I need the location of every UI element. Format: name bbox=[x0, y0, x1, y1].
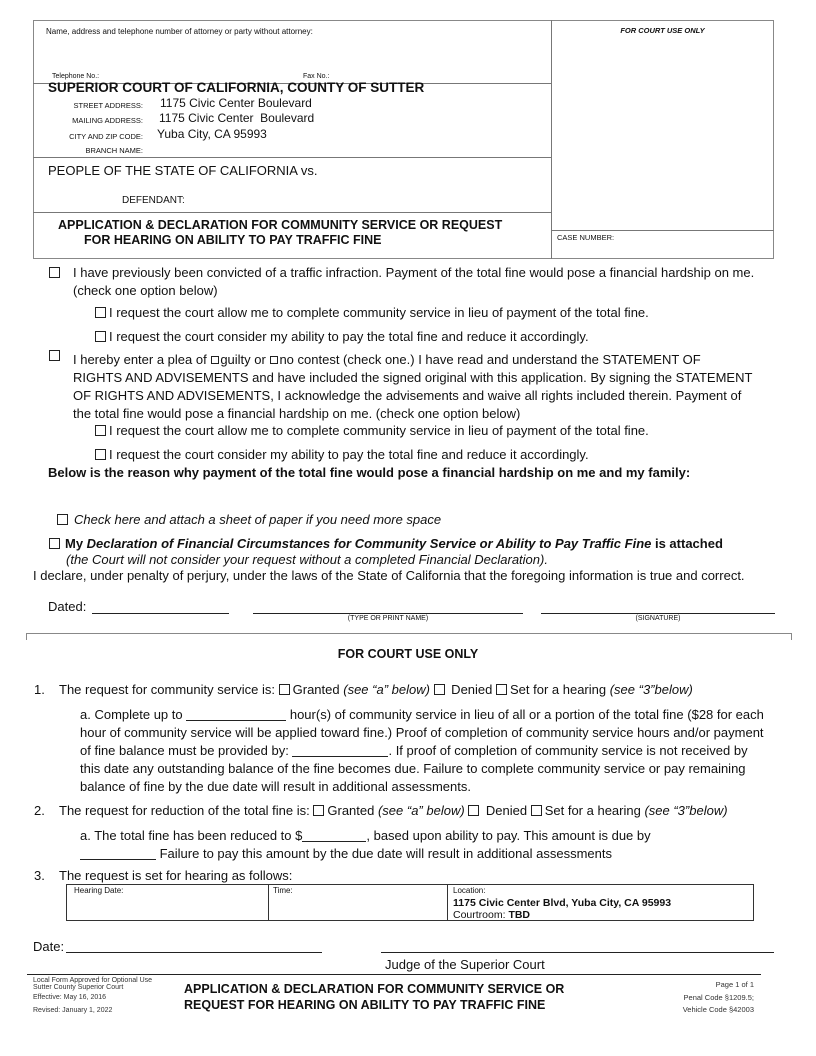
dated-field[interactable] bbox=[92, 613, 229, 614]
denied-label: Denied bbox=[447, 682, 496, 697]
declaration-note: (the Court will not consider your request without a completed Financial Declaration). bbox=[66, 552, 548, 567]
divider bbox=[33, 157, 551, 158]
item1a bbox=[80, 706, 770, 796]
item2a-cont bbox=[80, 845, 612, 863]
court-text: Sutter County Superior Court bbox=[33, 984, 124, 991]
item1a-text: hour(s) of community service in lieu of all or a portion of the total fine ($28 for each hour of community service will be applied toward fine.) Proof of completion of community service hours and/or payment of fine balance must be provided by: bbox=[80, 707, 764, 758]
reduced-amount-field[interactable] bbox=[302, 829, 366, 842]
option2-checkbox[interactable] bbox=[49, 350, 60, 361]
extra-sheet-checkbox[interactable] bbox=[57, 514, 68, 525]
option1-text: I have previously been convicted of a traffic infraction. Payment of the total fine would pose a financial hardship on me. (check one option below) bbox=[73, 265, 755, 298]
courtroom-label: Courtroom: bbox=[453, 909, 509, 921]
street-value: 1175 Civic Center Boulevard bbox=[160, 96, 312, 110]
option1-checkbox[interactable] bbox=[49, 267, 60, 278]
declaration-title: Declaration of Financial Circumstances for Community Service or Ability to Pay Traffic Fine bbox=[86, 536, 652, 551]
effective-date: Effective: May 16, 2016 bbox=[33, 994, 107, 1001]
dated-label: Dated: bbox=[48, 599, 87, 614]
extra-sheet-label: Check here and attach a sheet of paper if you need more space bbox=[74, 512, 442, 527]
item1a-text: . If proof of completion of community service is not received by this date any outstanding balance of the fine becomes due. Failure to complete community service or pay remaining balance of fine by the due date will result in additional assessments. bbox=[80, 743, 748, 794]
court-name: SUPERIOR COURT OF CALIFORNIA, COUNTY OF SUTTER bbox=[48, 80, 425, 95]
guilty-checkbox[interactable] bbox=[211, 356, 219, 364]
telephone-label: Telephone No.: bbox=[52, 73, 100, 80]
item2-number: 2. bbox=[34, 803, 45, 818]
item1-denied-checkbox[interactable] bbox=[434, 684, 445, 695]
item2a bbox=[80, 827, 651, 845]
item3-number: 3. bbox=[34, 868, 45, 883]
item2-hearing-checkbox[interactable] bbox=[531, 805, 542, 816]
item1 bbox=[59, 681, 693, 699]
option2-text bbox=[73, 351, 753, 423]
divider bbox=[551, 230, 774, 231]
form-title-line2: FOR HEARING ON ABILITY TO PAY TRAFFIC FINE bbox=[84, 233, 382, 247]
branch-label: BRANCH NAME: bbox=[85, 146, 143, 155]
option1-a-label: I request the court allow me to complete community service in lieu of payment of the total fine. bbox=[109, 305, 649, 320]
location-value: 1175 Civic Center Blvd, Yuba City, CA 95993 bbox=[453, 897, 672, 909]
set-hearing-label: Set for a hearing bbox=[509, 682, 610, 697]
declaration-my: My bbox=[65, 536, 87, 551]
divider bbox=[551, 20, 552, 259]
approved-text: Local Form Approved for Optional Use bbox=[33, 977, 153, 984]
no-contest-checkbox[interactable] bbox=[270, 356, 278, 364]
item2-granted-checkbox[interactable] bbox=[313, 805, 324, 816]
case-number-label: CASE NUMBER: bbox=[557, 233, 615, 242]
city-label: CITY AND ZIP CODE: bbox=[69, 132, 143, 141]
item3-text: The request is set for hearing as follows: bbox=[59, 868, 293, 883]
item2 bbox=[59, 802, 728, 820]
people-caption: PEOPLE OF THE STATE OF CALIFORNIA vs. bbox=[48, 163, 318, 178]
guilty-label: guilty or bbox=[220, 352, 270, 367]
judge-signature-field[interactable] bbox=[381, 952, 774, 953]
item2a-text: a. The total fine has been reduced to $ bbox=[80, 828, 303, 843]
print-name-field[interactable] bbox=[253, 613, 523, 614]
item1-number: 1. bbox=[34, 682, 45, 697]
see-3-note: (see “3”below) bbox=[609, 682, 693, 697]
divider bbox=[33, 212, 551, 213]
court-use-label: FOR COURT USE ONLY bbox=[620, 26, 705, 35]
attorney-label: Name, address and telephone number of attorney or party without attorney: bbox=[46, 27, 313, 36]
courtroom-value: TBD bbox=[508, 909, 531, 921]
revised-date: Revised: January 1, 2022 bbox=[33, 1007, 113, 1014]
denied-label: Denied bbox=[482, 803, 531, 818]
reduced-due-date-field[interactable] bbox=[80, 847, 156, 860]
item2a-text: , based upon ability to pay. This amount is due by bbox=[366, 828, 651, 843]
hours-field[interactable] bbox=[186, 708, 286, 721]
mailing-value: 1175 Civic Center Boulevard bbox=[159, 111, 315, 125]
location-label: Location: bbox=[453, 886, 486, 895]
item1-hearing-checkbox[interactable] bbox=[496, 684, 507, 695]
option1-b-label: I request the court consider my ability to pay the total fine and reduce it accordingly. bbox=[109, 329, 589, 344]
option1-b-checkbox[interactable] bbox=[95, 331, 106, 342]
footer-title-line1: APPLICATION & DECLARATION FOR COMMUNITY SERVICE OR bbox=[184, 982, 565, 996]
street-label: STREET ADDRESS: bbox=[73, 101, 143, 110]
signature-caption: (SIGNATURE) bbox=[635, 615, 681, 622]
item1-granted-checkbox[interactable] bbox=[279, 684, 290, 695]
granted-label: Granted bbox=[327, 803, 378, 818]
judge-caption: Judge of the Superior Court bbox=[385, 957, 545, 972]
date-label: Date: bbox=[33, 939, 65, 954]
option2-a-checkbox[interactable] bbox=[95, 425, 106, 436]
item1a-text: a. Complete up to bbox=[80, 707, 187, 722]
name-caption: (TYPE OR PRINT NAME) bbox=[347, 615, 429, 622]
set-hearing-label: Set for a hearing bbox=[544, 803, 645, 818]
option2-b bbox=[95, 446, 589, 464]
penal-code: Penal Code §1209.5; bbox=[683, 993, 754, 1002]
financial-declaration-checkbox[interactable] bbox=[49, 538, 60, 549]
reason-heading: Below is the reason why payment of the total fine would pose a financial hardship on me and my family: bbox=[48, 465, 691, 480]
due-date-field[interactable] bbox=[292, 744, 388, 757]
perjury-statement: I declare, under penalty of perjury, under the laws of the State of California that the foregoing information is true and correct. bbox=[33, 568, 745, 583]
judge-date-field[interactable] bbox=[66, 952, 322, 953]
option2-a bbox=[95, 422, 649, 440]
courtroom bbox=[453, 909, 530, 921]
see-a-note: (see “a” below) bbox=[377, 803, 465, 818]
see-a-note: (see “a” below) bbox=[343, 682, 430, 697]
item1-text: The request for community service is: bbox=[59, 682, 279, 697]
declaration-attached: is attached bbox=[651, 536, 723, 551]
hearing-date-label: Hearing Date: bbox=[74, 886, 124, 895]
fax-label: Fax No.: bbox=[303, 73, 330, 80]
court-section-divider bbox=[26, 633, 792, 640]
footer-approved bbox=[33, 977, 152, 991]
plea-intro: I hereby enter a plea of bbox=[73, 352, 211, 367]
vehicle-code: Vehicle Code §42003 bbox=[682, 1005, 754, 1014]
divider bbox=[268, 884, 269, 921]
time-label: Time: bbox=[273, 886, 293, 895]
option1-b bbox=[95, 328, 589, 346]
see-3-note: (see “3”below) bbox=[644, 803, 728, 818]
no-contest-label: no contest (check one.) I have read and understand the STATEMENT OF RIGHTS AND ADVISEMENTS and have included the signed original with this application. By signing the STATEMENT OF RIGHTS AND ADVISEMENTS, I acknowledge the advisements and waive all rights included therein. Payment of the total fine would pose a financial hardship on me. (check one option below) bbox=[73, 352, 753, 421]
granted-label: Granted bbox=[292, 682, 344, 697]
option1-a bbox=[95, 304, 649, 322]
option2-b-checkbox[interactable] bbox=[95, 449, 106, 460]
item2-denied-checkbox[interactable] bbox=[468, 805, 479, 816]
item2a-text: Failure to pay this amount by the due date will result in additional assessments bbox=[156, 846, 612, 861]
option2-a-label: I request the court allow me to complete community service in lieu of payment of the total fine. bbox=[109, 423, 649, 438]
signature-field[interactable] bbox=[541, 613, 775, 614]
city-value: Yuba City, CA 95993 bbox=[157, 127, 267, 141]
mailing-label: MAILING ADDRESS: bbox=[72, 116, 143, 125]
footer-divider bbox=[27, 974, 761, 975]
footer-title-line2: REQUEST FOR HEARING ON ABILITY TO PAY TRAFFIC FINE bbox=[184, 998, 546, 1012]
option1-a-checkbox[interactable] bbox=[95, 307, 106, 318]
form-title-line1: APPLICATION & DECLARATION FOR COMMUNITY SERVICE OR REQUEST bbox=[58, 218, 503, 232]
defendant-label: DEFENDANT: bbox=[122, 195, 185, 206]
option2-b-label: I request the court consider my ability to pay the total fine and reduce it accordingly. bbox=[109, 447, 589, 462]
extra-sheet bbox=[57, 511, 441, 529]
divider bbox=[447, 884, 448, 921]
court-use-heading: FOR COURT USE ONLY bbox=[337, 647, 479, 661]
item2-text: The request for reduction of the total fine is: bbox=[59, 803, 314, 818]
page-number: Page 1 of 1 bbox=[715, 980, 754, 989]
